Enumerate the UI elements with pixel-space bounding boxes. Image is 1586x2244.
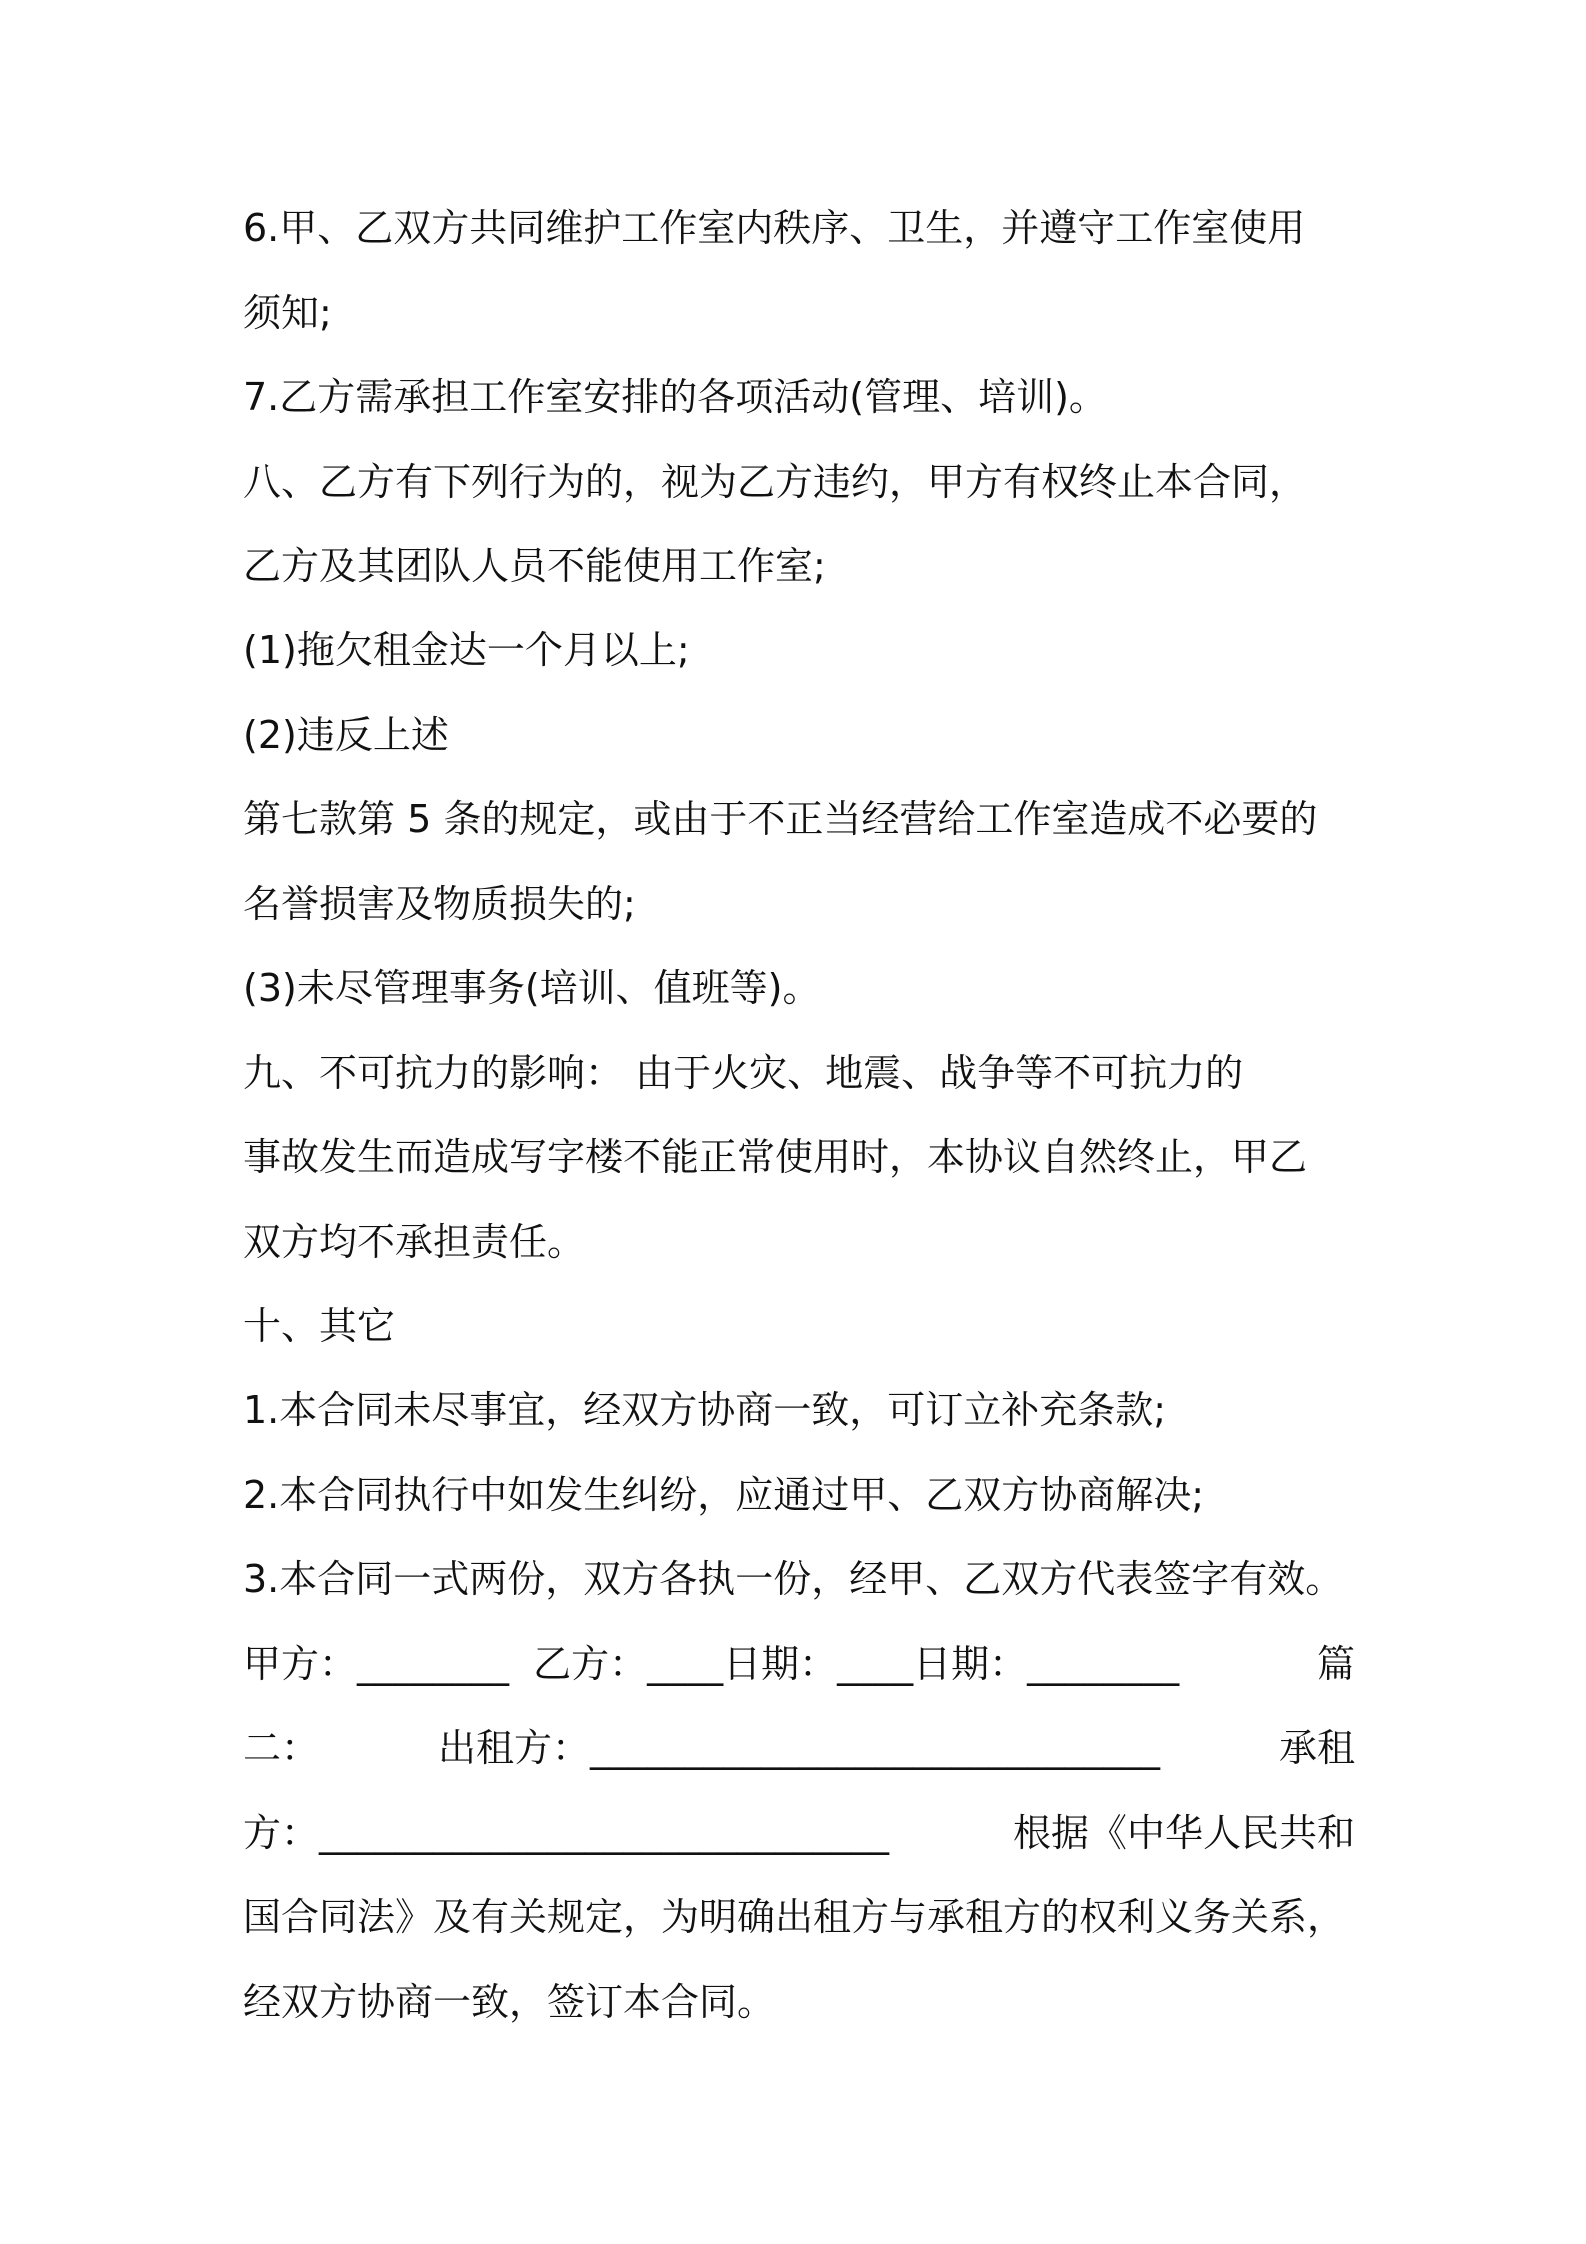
clause-10-item-3: 3.本合同一式两份，双方各执一份，经甲、乙双方代表签字有效。: [243, 1557, 1344, 1601]
clause-8-item-2-cont-2: 名誉损害及物质损失的;: [243, 882, 636, 926]
clause-7-item-6: 6.甲、乙双方共同维护工作室内秩序、卫生，并遵守工作室使用: [243, 206, 1306, 250]
lessee-line: [243, 1803, 1355, 1863]
lessee-label-start: 承租: [1278, 1726, 1355, 1770]
signature-line: [243, 1634, 1355, 1694]
lessee-field: 方：______________________________: [243, 1811, 890, 1855]
preamble-end: 经双方协商一致，签订本合同。: [243, 1980, 776, 2024]
clause-8-item-2: (2)违反上述: [243, 713, 449, 757]
clause-8-heading: 八、乙方有下列行为的，视为乙方违约，甲方有权终止本合同，: [243, 460, 1308, 504]
clause-9-cont: 事故发生而造成写字楼不能正常使用时，本协议自然终止，甲乙: [243, 1135, 1308, 1179]
lessor-line: [243, 1718, 1355, 1778]
clause-7-item-6-cont: 须知;: [243, 291, 332, 335]
lessor-field: 出租方：______________________________: [437, 1726, 1160, 1770]
clause-8-heading-cont: 乙方及其团队人员不能使用工作室;: [243, 544, 826, 588]
signature-fields: 甲方：________ 乙方：____日期：____日期：________: [243, 1642, 1180, 1686]
section-marker: 篇: [1316, 1642, 1355, 1686]
clause-10-item-1: 1.本合同未尽事宜，经双方协商一致，可订立补充条款;: [243, 1388, 1167, 1432]
clause-9-cont-2: 双方均不承担责任。: [243, 1220, 586, 1264]
preamble-cont: 国合同法》及有关规定，为明确出租方与承租方的权利义务关系，: [243, 1895, 1346, 1939]
clause-8-item-1: (1)拖欠租金达一个月以上;: [243, 628, 690, 672]
clause-10-item-2: 2.本合同执行中如发生纠纷，应通过甲、乙双方协商解决;: [243, 1473, 1205, 1517]
section-number: 二：: [243, 1726, 320, 1770]
clause-10-heading: 十、其它: [243, 1304, 396, 1348]
clause-9-heading: 九、不可抗力的影响： 由于火灾、地震、战争等不可抗力的: [243, 1051, 1244, 1095]
clause-8-item-2-cont: 第七款第 5 条的规定，或由于不正当经营给工作室造成不必要的: [243, 797, 1318, 841]
clause-7-item-7: 7.乙方需承担工作室安排的各项活动(管理、培训)。: [243, 375, 1107, 419]
preamble-start: 根据《中华人民共和: [1012, 1811, 1355, 1855]
clause-8-item-3: (3)未尽管理事务(培训、值班等)。: [243, 966, 821, 1010]
